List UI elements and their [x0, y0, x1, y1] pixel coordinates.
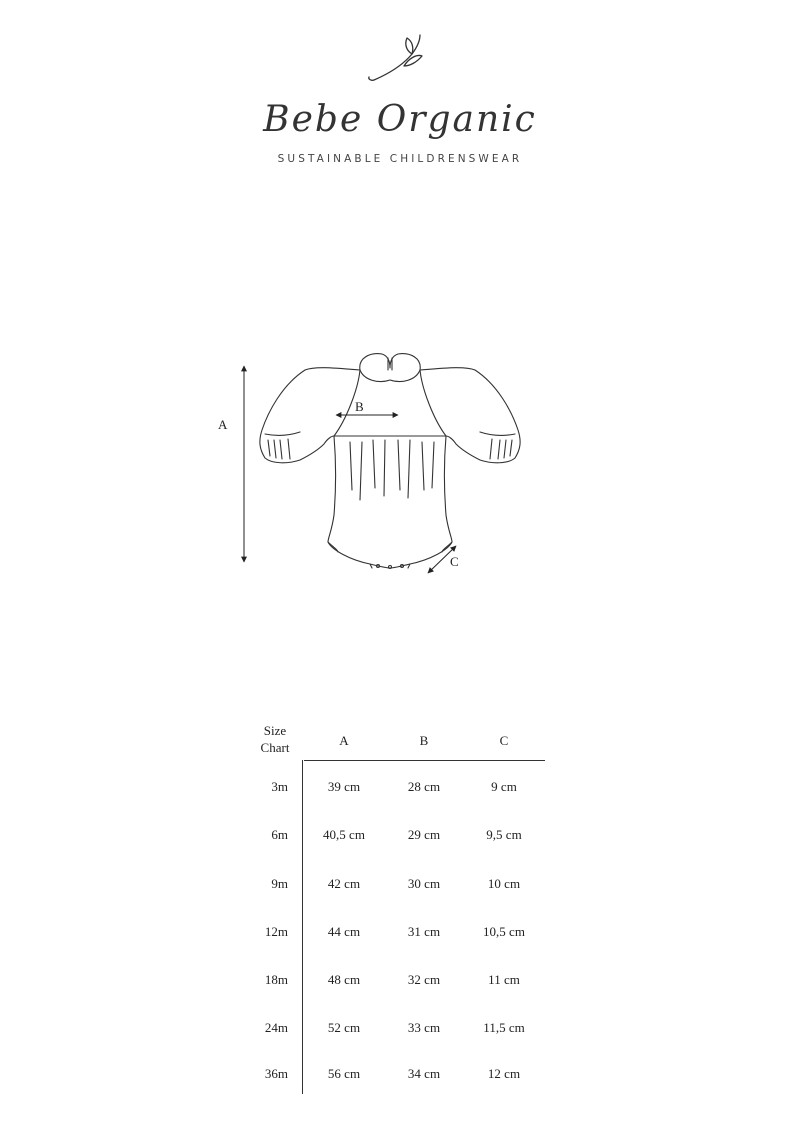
col-header-a: A: [339, 733, 349, 748]
brand-name: Bebe Organic: [263, 99, 537, 140]
cell-a: 40,5 cm: [323, 827, 365, 842]
cell-a: 39 cm: [327, 779, 361, 794]
cell-b: 28 cm: [407, 779, 441, 794]
row-size: 12m: [264, 924, 288, 939]
size-header-line1: Size: [263, 723, 287, 738]
header-rule: [304, 760, 545, 761]
brand-tagline: SUSTAINABLE CHILDRENSWEAR: [277, 153, 523, 165]
col-header-c: C: [499, 733, 509, 748]
cell-b: 33 cm: [407, 1020, 441, 1035]
cell-b: 31 cm: [407, 924, 441, 939]
size-chart-table: [240, 718, 560, 1098]
size-header-line2: Chart: [260, 740, 290, 755]
label-a: A: [218, 417, 228, 432]
label-b: B: [355, 399, 364, 414]
cell-b: 34 cm: [407, 1066, 441, 1081]
cell-a: 56 cm: [327, 1066, 361, 1081]
cell-b: 32 cm: [407, 972, 441, 987]
cell-c: 11,5 cm: [483, 1020, 525, 1035]
col-header-b: B: [419, 733, 429, 748]
cell-a: 48 cm: [327, 972, 361, 987]
row-size: 3m: [271, 779, 288, 794]
size-chart-header: [248, 722, 302, 756]
label-c: C: [450, 554, 459, 569]
cell-c: 11 cm: [488, 972, 520, 987]
collar: [360, 354, 420, 382]
row-size: 36m: [264, 1066, 288, 1081]
row-size: 6m: [271, 827, 288, 842]
row-size: 9m: [271, 876, 288, 891]
cell-c: 10,5 cm: [483, 924, 525, 939]
column-rule: [302, 760, 303, 1094]
cell-c: 9 cm: [491, 779, 517, 794]
cell-c: 12 cm: [487, 1066, 521, 1081]
romper-diagram: [210, 340, 570, 580]
cell-a: 42 cm: [327, 876, 361, 891]
leaf-sprig-icon: [360, 30, 440, 85]
row-size: 24m: [264, 1020, 288, 1035]
cell-b: 29 cm: [407, 827, 441, 842]
cell-c: 9,5 cm: [486, 827, 522, 842]
cell-b: 30 cm: [407, 876, 441, 891]
cell-a: 44 cm: [327, 924, 361, 939]
cell-c: 10 cm: [487, 876, 521, 891]
cell-a: 52 cm: [327, 1020, 361, 1035]
row-size: 18m: [264, 972, 288, 987]
